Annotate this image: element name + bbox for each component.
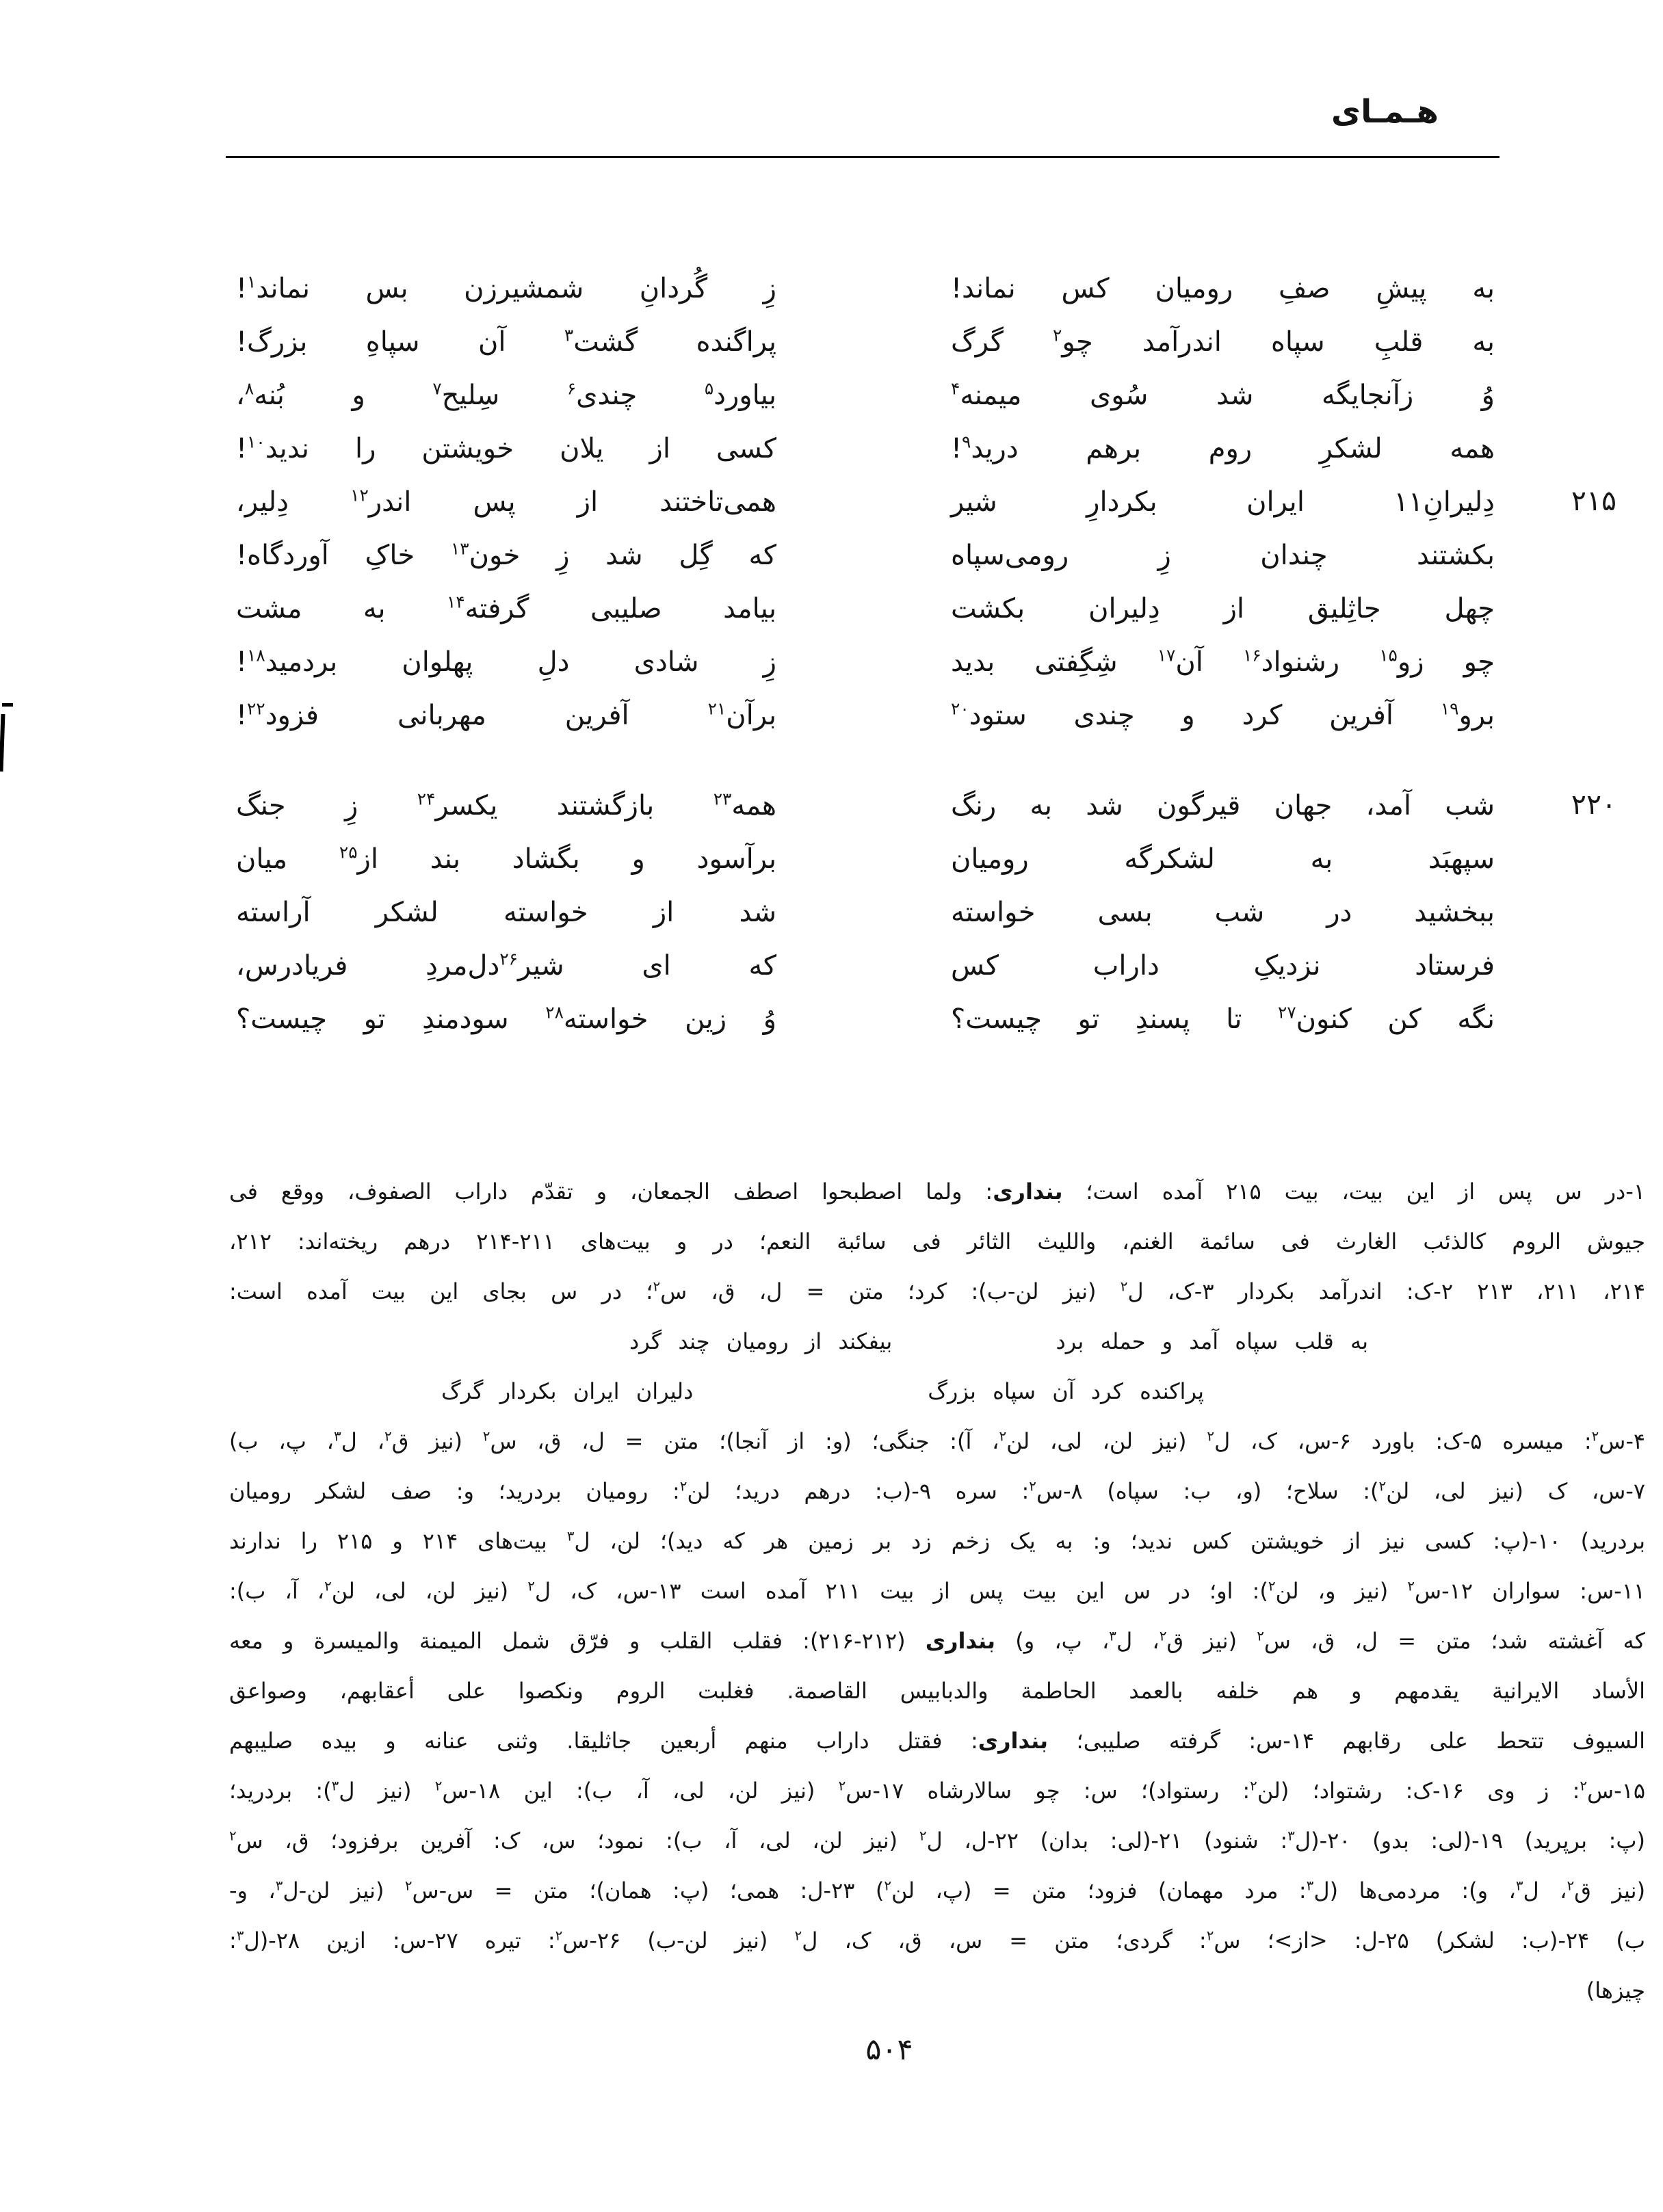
scan-artifact-dash <box>2 703 13 707</box>
verse-row <box>236 375 1495 428</box>
verse-row <box>236 999 1495 1052</box>
hemistich-left: همی‌تاختند از پس اندر$^{۱۲}$ دِلیر، <box>236 485 776 518</box>
hemistich-right: ببخشید در شب بسی خواسته <box>951 897 1495 928</box>
inset-hemistich-left: دلیران ایران بکردار گرگ <box>441 1378 694 1404</box>
footnote-line: ۱۵-س$^۲$: ز وی ۱۶-ک: رشتواد؛ (لن$^۲$: رستواد)؛ س: چو سالارشاه ۱۷-س$^۲$ (نیز لن، لی، آ، ب): این ۱۸-س$^۲$ (نیز ل$^۳$): بردرید؛ <box>229 1778 1646 1804</box>
header-rule <box>226 156 1500 158</box>
hemistich-right: چو زو$^{۱۵}$ رشنواد$^{۱۶}$ آن$^{۱۷}$ شِگِفتی بدید <box>951 645 1495 678</box>
verse-row <box>236 535 1495 588</box>
verse-block-2 <box>236 785 1616 1052</box>
hemistich-right: چهل جاثِلیق از دِلیران بکشت <box>951 593 1495 624</box>
verse-row <box>236 642 1495 695</box>
hemistich-right: همه لشکرِ روم برهم درید$^۹$! <box>951 432 1495 464</box>
hemistich-left: که گِل شد زِ خون$^{۱۳}$ خاکِ آوردگاه! <box>236 538 776 571</box>
verse-row <box>236 785 1616 839</box>
hemistich-right: فرستاد نزدیکِ داراب کس <box>951 950 1495 982</box>
verse-row <box>236 695 1495 748</box>
hemistich-left: زِ شادی دلِ پهلوان بردمید$^{۱۸}$! <box>236 645 776 678</box>
inset-hemistich-left: بیفکند از رومیان چند گرد <box>629 1328 893 1354</box>
footnote-line: ۱۱-س: سواران ۱۲-س$^۲$ (نیز و، لن$^۲$): او؛ در س این بیت پس از بیت ۲۱۱ آمده است ۱۳-س، ک، ل$^۲$ (نیز لن، لی، لن$^۲$، آ، ب): <box>229 1578 1646 1604</box>
hemistich-right: سپهبَد به لشکرگه رومیان <box>951 843 1495 875</box>
hemistich-right: به پیشِ صفِ رومیان کس نماند! <box>951 273 1495 304</box>
footnote-line: (پ: برپرید) ۱۹-(لی: بدو) ۲۰-(ل$^۳$: شنود) ۲۱-(لی: بدان) ۲۲-ل، ل$^۲$ (نیز لن، لی، آ، ب): نمود؛ س، ک: آفرین برفزود؛ ق، س$^۲$ <box>229 1828 1646 1854</box>
verse-row <box>236 892 1495 945</box>
hemistich-left: بیاورد$^۵$ چندی$^۶$ سِلیح$^۷$ و بُنه$^۸$، <box>236 378 776 411</box>
inset-verse-line <box>441 1367 1204 1417</box>
hemistich-left: پراگنده گشت$^۳$ آن سپاهِ بزرگ! <box>236 325 776 358</box>
footnote-line: السیوف تتحط علی رقابهم ۱۴-س: گرفته صلیبی؛ بنداری: فقتل داراب منهم أربعین جاثلیقا. وثنی عنانه و بیده صلیبهم <box>229 1728 1646 1754</box>
footnote-line: الأساد الایرانیة یقدمهم و هم خلفه بالعمد الحاطمة والدبابیس القاصمة. فغلبت الروم ونکصوا علی أعقابهم، وصواعق <box>229 1678 1645 1704</box>
verse-number-215: ۲۱۵ <box>1571 484 1616 517</box>
hemistich-left: شد از خواسته لشکر آراسته <box>236 897 776 928</box>
footnote-line: (نیز ق$^۲$، ل$^۳$، و): مردمی‌ها (ل$^۳$: مرد مهمان) فزود؛ متن = (پ، لن$^۲$) ۲۳-ل: همی؛ (پ: همان)؛ متن = س-س$^۲$ (نیز لن-ل$^۳$، و- <box>229 1878 1646 1904</box>
footnote-line: ۱-در س پس از این بیت، بیت ۲۱۵ آمده است؛ بنداری: ولما اصطبحوا اصطف الجمعان، و تقدّم داراب الصفوف، ووقع فی <box>229 1179 1646 1204</box>
verse-row <box>236 482 1616 535</box>
inset-hemistich-right: پراکنده کرد آن سپاه بزرگ <box>928 1378 1204 1404</box>
hemistich-left: وُ زین خواسته$^{۲۸}$ سودمندِ تو چیست؟ <box>236 1002 776 1035</box>
verse-block-1 <box>236 268 1616 748</box>
footnote-line: جیوش الروم کالذئب الغارث فی سائمة الغنم، واللیث الثائر فی سائبة النعم؛ در و بیت‌های ۲۱۱-۲۱۴ درهم ریخته‌اند: ۲۱۲، <box>229 1228 1645 1254</box>
hemistich-right: نگه کن کنون$^{۲۷}$ تا پسندِ تو چیست؟ <box>951 1002 1495 1035</box>
hemistich-right: شب آمد، جهان قیرگون شد به رنگ <box>951 790 1495 821</box>
scan-artifact-bar <box>0 714 5 772</box>
hemistich-left: زِ گُردانِ شمشیرزن بس نماند$^۱$! <box>236 272 776 304</box>
inset-hemistich-right: به قلب سپاه آمد و حمله برد <box>1056 1328 1368 1354</box>
hemistich-right: بکشتند چندان زِ رومی‌سپاه <box>951 540 1495 571</box>
critical-apparatus <box>229 1167 1645 2016</box>
footnote-line: ۲۱۴، ۲۱۱، ۲۱۳ ۲-ک: اندرآمد بکردار ۳-ک، ل$^۲$ (نیز لن-ب): کرد؛ متن = ل، ق، س$^۲$؛ در س بجای این بیت آمده است: <box>229 1278 1646 1304</box>
verse-row <box>236 268 1495 321</box>
verse-row <box>236 839 1495 892</box>
footnote-line: بردرید) ۱۰-(پ: کسی نیز از خویشتن کس ندید؛ و: به یک زخم زد بر زمین هر که دید)؛ لن، ل$^۳$ بیت‌های ۲۱۴ و ۲۱۵ را ندارند <box>229 1528 1646 1554</box>
hemistich-right: وُ زآنجایگه شد سُوی میمنه$^۴$ <box>951 378 1495 411</box>
hemistich-left: همه$^{۲۳}$ بازگشتند یکسر$^{۲۴}$ زِ جنگ <box>236 789 777 821</box>
footnote-line: ب) ۲۴-(ب: لشکر) ۲۵-ل: <از>؛ س$^۲$: گردی؛ متن = س، ق، ک، ل$^۲$ (نیز لن-ب) ۲۶-س$^۲$: تیره ۲۷-س: ازین ۲۸-(ل$^۳$: <box>229 1927 1645 1953</box>
hemistich-right: به قلبِ سپاه اندرآمد چو$^۲$ گرگ <box>951 325 1495 358</box>
verse-row <box>236 588 1495 642</box>
verse-number-220: ۲۲۰ <box>1571 788 1616 821</box>
verse-row <box>236 945 1495 999</box>
hemistich-left: کسی از یلان خویشتن را ندید$^{۱۰}$! <box>236 432 776 464</box>
verse-row <box>236 321 1495 375</box>
inset-verse-line <box>629 1317 1368 1367</box>
running-head-title: هـمـای <box>1331 93 1439 131</box>
hemistich-right: برو$^{۱۹}$ آفرین کرد و چندی ستود$^{۲۰}$ <box>951 698 1495 731</box>
footnote-line: که آغشته شد؛ متن = ل، ق، س$^۲$ (نیز ق$^۲$، ل$^۳$، پ، و) بنداری (۲۱۲-۲۱۶): فقلب القلب و فرّق شمل المیمنة والمیسرة و معه <box>229 1628 1646 1654</box>
hemistich-left: برآسود و بگشاد بند از$^{۲۵}$ میان <box>236 842 776 875</box>
page-number: ۵۰۴ <box>865 2033 913 2067</box>
hemistich-left: که ای شیر$^{۲۶}$دل‌مردِ فریادرس، <box>236 949 777 982</box>
verse-row <box>236 428 1495 482</box>
footnote-line: ۴-س$^۲$: میسره ۵-ک: باورد ۶-س، ک، ل$^۲$ (نیز لن، لی، لن$^۲$، آ): جنگی؛ (و: از آنجا)؛ متن = ل، ق، س$^۲$ (نیز ق$^۲$، ل$^۳$، پ، ب) <box>229 1428 1646 1454</box>
footnote-last-line: چیزها) <box>1586 1977 1645 2003</box>
hemistich-right: دِلیرانِ۱۱ ایران بکردارِ شیر <box>951 486 1495 518</box>
footnote-line: ۷-س، ک (نیز لی، لن$^۲$): سلاح؛ (و، ب: سپاه) ۸-س$^۲$: سره ۹-(ب: درهم درید؛ لن$^۲$: رومیان بردرید؛ و: صف لشکر رومیان <box>229 1478 1646 1504</box>
hemistich-left: برآن$^{۲۱}$ آفرین مهربانی فزود$^{۲۲}$! <box>236 698 776 731</box>
hemistich-left: بیامد صلیبی گرفته$^{۱۴}$ به مشت <box>236 592 776 624</box>
